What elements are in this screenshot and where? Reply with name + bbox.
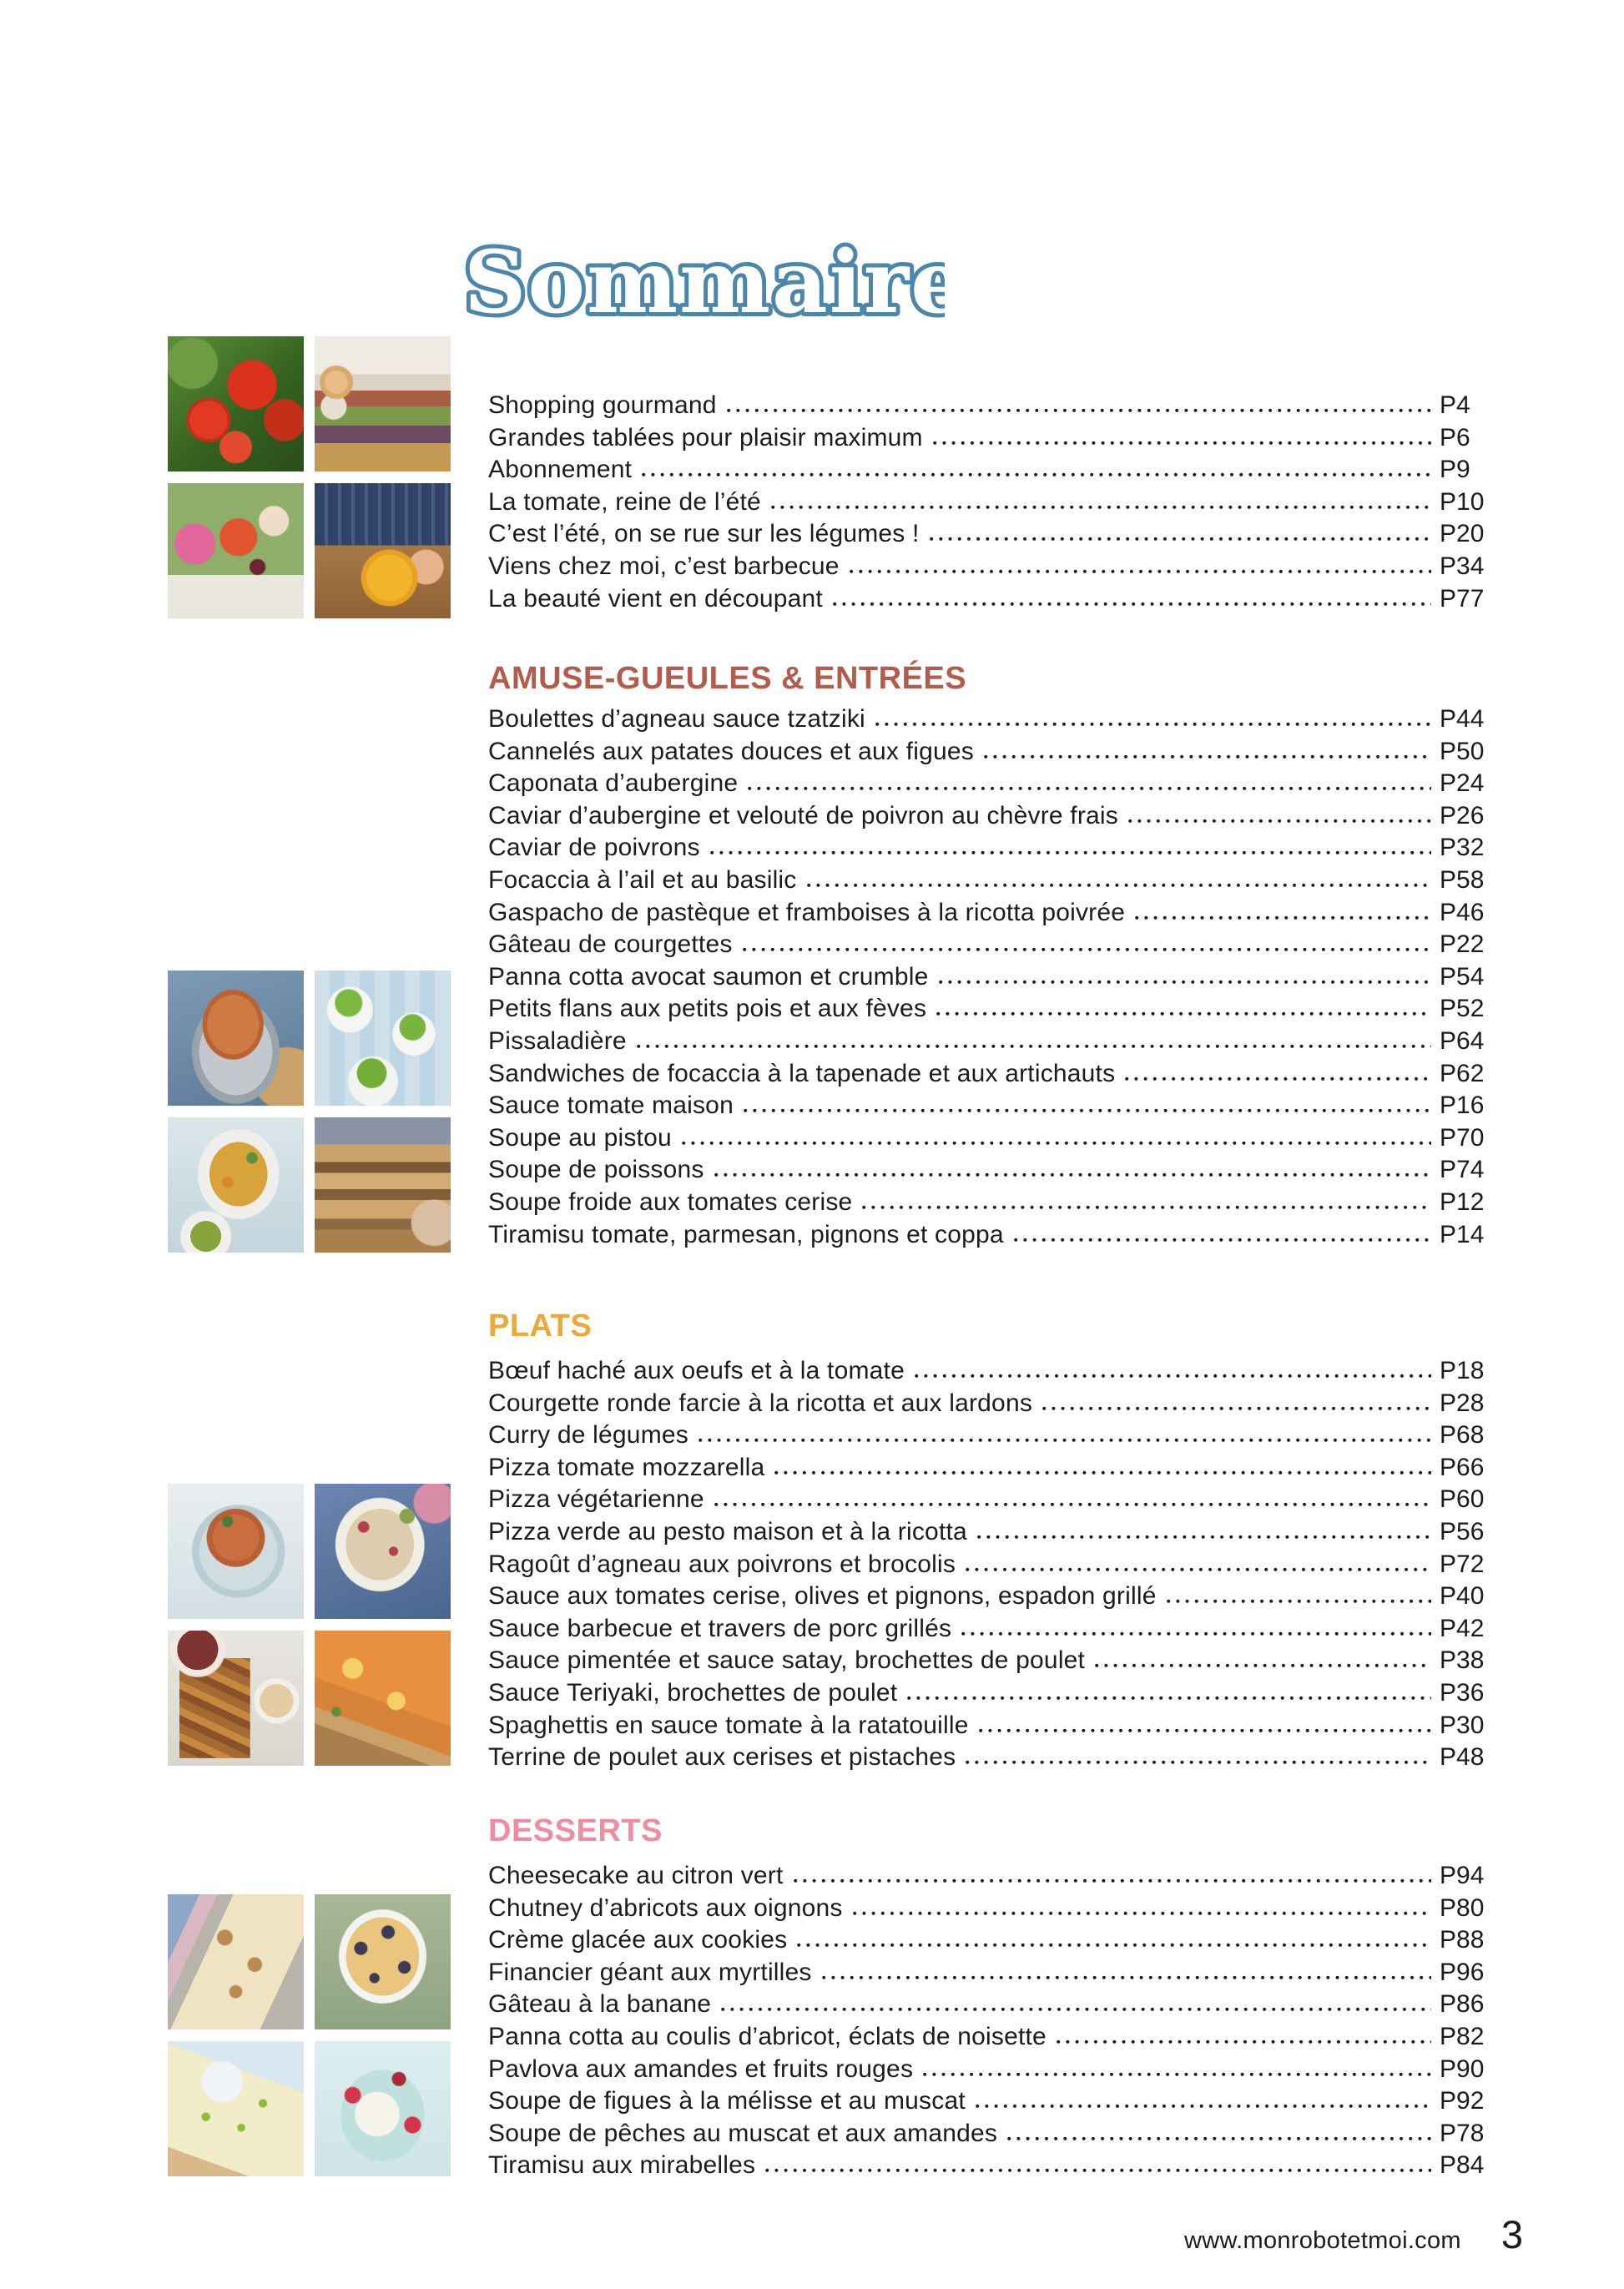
- toc-entry-title: Courgette ronde farcie à la ricotta et aux lardons: [488, 1389, 1033, 1417]
- dotted-leader: [1057, 2039, 1431, 2044]
- dotted-leader: [1095, 1662, 1431, 1668]
- page-number: 3: [1500, 2212, 1523, 2256]
- toc-entry-page: P56: [1440, 1517, 1485, 1545]
- toc-entry-title: Tiramisu tomate, parmesan, pignons et coppa: [488, 1220, 1004, 1248]
- toc-entry: [488, 1187, 1523, 1219]
- toc-entry-page: P74: [1440, 1156, 1485, 1184]
- toc-entry-title: Sauce aux tomates cerise, olives et pignons, espadon grillé: [488, 1582, 1157, 1611]
- toc-entry: [488, 2118, 1523, 2150]
- toc-entry-title: Soupe froide aux tomates cerise: [488, 1187, 853, 1216]
- toc-entry-title: Gaspacho de pastèque et framboises à la ricotta poivrée: [488, 898, 1126, 926]
- page-title-art: [461, 227, 945, 337]
- toc-entry-title: Caviar d’aubergine et velouté de poivron au chèvre frais: [488, 801, 1118, 829]
- toc-entry-page: P32: [1440, 834, 1485, 862]
- toc-entry-page: P96: [1440, 1958, 1485, 1986]
- toc-entry-title: Soupe au pistou: [488, 1123, 672, 1152]
- toc-entry-title: Focaccia à l’ail et au basilic: [488, 865, 797, 894]
- toc-entry: [488, 1581, 1523, 1613]
- photo-pizza-slices: [315, 1631, 451, 1766]
- toc-entry: [488, 1549, 1523, 1581]
- toc-entry-page: P18: [1440, 1357, 1485, 1384]
- toc-entry-title: La tomate, reine de l’été: [488, 487, 761, 516]
- dotted-leader: [1014, 1237, 1431, 1243]
- dotted-leader: [933, 440, 1431, 446]
- toc-entry: [488, 800, 1523, 833]
- dotted-leader: [875, 721, 1431, 727]
- toc-entry: [488, 2021, 1523, 2054]
- toc-entry: [488, 1154, 1523, 1187]
- toc-entry-title: Bœuf haché aux oeufs et à la tomate: [488, 1357, 905, 1384]
- photo-cluster-plats: [168, 1484, 451, 1767]
- dotted-leader: [765, 2167, 1431, 2173]
- toc-entry-page: P64: [1440, 1026, 1485, 1055]
- photo-focaccia-sandwich-stack: [315, 1117, 451, 1253]
- toc-entry: [488, 2150, 1523, 2182]
- toc-entry: [488, 993, 1523, 1026]
- toc-entry-title: Crème glacée aux cookies: [488, 1926, 788, 1954]
- toc-entry: [488, 551, 1523, 583]
- dotted-leader: [714, 1501, 1431, 1507]
- toc-entry-title: Boulettes d’agneau sauce tzatziki: [488, 705, 865, 733]
- toc-entry-page: P4: [1440, 391, 1470, 419]
- toc-entry-title: Pizza verde au pesto maison et à la ricotta: [488, 1517, 967, 1545]
- section-header-desserts: DESSERTS: [488, 1813, 663, 1848]
- dotted-leader: [966, 1759, 1431, 1765]
- section-header-plats: PLATS: [488, 1308, 593, 1344]
- toc-entry-page: P52: [1440, 995, 1485, 1023]
- dotted-leader: [1125, 1076, 1431, 1081]
- dotted-leader: [961, 1631, 1431, 1636]
- toc-entry-title: Pavlova aux amandes et fruits rouges: [488, 2055, 914, 2083]
- toc-entry-title: Gâteau de courgettes: [488, 930, 733, 959]
- toc-entry-page: P88: [1440, 1926, 1485, 1954]
- dotted-leader: [853, 1910, 1431, 1916]
- photo-blueberry-cake: [315, 1894, 451, 2029]
- toc-entry-title: Sauce pimentée et sauce satay, brochettes de poulet: [488, 1646, 1086, 1675]
- photo-market-vegetable-stall: [315, 336, 451, 471]
- toc-entry: [488, 1484, 1523, 1516]
- toc-entry-title: Viens chez moi, c’est barbecue: [488, 552, 840, 580]
- toc-entry: [488, 1058, 1523, 1091]
- dotted-leader: [915, 1373, 1431, 1379]
- dotted-leader: [1042, 1405, 1431, 1411]
- toc-desserts-list: [488, 1860, 1523, 2182]
- dotted-leader: [699, 1437, 1431, 1443]
- toc-entry-title: Curry de légumes: [488, 1421, 688, 1450]
- dotted-leader: [1007, 2135, 1431, 2141]
- page-footer: [488, 2211, 1523, 2257]
- toc-entry-title: Shopping gourmand: [488, 391, 717, 419]
- toc-entry-page: P92: [1440, 2087, 1485, 2115]
- toc-entry: [488, 961, 1523, 994]
- toc-entry-title: Grandes tablées pour plaisir maximum: [488, 423, 923, 451]
- toc-entry-title: Cannelés aux patates douces et aux figues: [488, 737, 974, 765]
- toc-entry: [488, 518, 1523, 551]
- toc-entry-title: C’est l’été, on se rue sur les légumes !: [488, 520, 920, 548]
- toc-entry: [488, 832, 1523, 865]
- toc-entry-page: P48: [1440, 1743, 1485, 1772]
- photo-tomatoes-on-vine: [168, 336, 304, 471]
- toc-entry-page: P58: [1440, 865, 1485, 894]
- toc-entry: [488, 703, 1523, 736]
- dotted-leader: [714, 1172, 1431, 1177]
- toc-entry-title: Caponata d’aubergine: [488, 769, 739, 798]
- toc-entry: [488, 1893, 1523, 1925]
- toc-entry-title: Sandwiches de focaccia à la tapenade et aux artichauts: [488, 1059, 1116, 1087]
- toc-entry-page: P70: [1440, 1123, 1485, 1152]
- photo-berry-pavlova: [315, 2041, 451, 2176]
- toc-intro-list: [488, 390, 1523, 615]
- toc-entry-title: Pizza tomate mozzarella: [488, 1453, 765, 1481]
- photo-friends-outdoor-table: [168, 483, 304, 618]
- toc-entry: [488, 487, 1523, 519]
- toc-entry: [488, 1026, 1523, 1058]
- toc-entry: [488, 1957, 1523, 1989]
- photo-cluster-desserts: [168, 1894, 451, 2177]
- toc-entry: [488, 454, 1523, 487]
- toc-entry-page: P30: [1440, 1711, 1485, 1739]
- toc-entry-title: Soupe de poissons: [488, 1156, 704, 1184]
- dotted-leader: [930, 536, 1431, 542]
- toc-entry-page: P16: [1440, 1092, 1485, 1120]
- toc-entry-page: P66: [1440, 1453, 1485, 1481]
- dotted-leader: [976, 2103, 1431, 2109]
- toc-entry-title: Pizza végétarienne: [488, 1485, 704, 1514]
- dotted-leader: [637, 1043, 1431, 1049]
- toc-entry-title: Chutney d’abricots aux oignons: [488, 1893, 843, 1922]
- page-title-text: Sommaire: [464, 232, 945, 333]
- dotted-leader: [1128, 818, 1431, 824]
- photo-lime-cheesecake: [168, 2041, 304, 2176]
- toc-entry-page: P14: [1440, 1220, 1485, 1248]
- toc-entry-page: P72: [1440, 1550, 1485, 1578]
- photo-spaghetti-bowl: [168, 1484, 304, 1619]
- toc-entry-page: P12: [1440, 1187, 1485, 1216]
- toc-entry-title: Soupe de pêches au muscat et aux amandes: [488, 2119, 998, 2147]
- dotted-leader: [743, 946, 1431, 952]
- toc-entry: [488, 897, 1523, 930]
- toc-entry: [488, 1613, 1523, 1646]
- toc-entry-page: P54: [1440, 962, 1485, 991]
- toc-entry-title: Ragoût d’agneau aux poivrons et brocolis: [488, 1550, 956, 1578]
- toc-entry: [488, 736, 1523, 769]
- toc-entry: [488, 1742, 1523, 1774]
- toc-entry-title: Gâteau à la banane: [488, 1990, 712, 2019]
- toc-entry-title: Sauce barbecue et travers de porc grillés: [488, 1614, 952, 1642]
- toc-entry: [488, 1388, 1523, 1420]
- dotted-leader: [939, 979, 1432, 985]
- toc-entry-page: P40: [1440, 1582, 1485, 1611]
- toc-entry-page: P9: [1440, 456, 1470, 484]
- photo-vegetable-soup: [168, 1117, 304, 1253]
- toc-entry-page: P86: [1440, 1990, 1485, 2019]
- toc-entry-page: P26: [1440, 801, 1485, 829]
- toc-entry-title: Panna cotta avocat saumon et crumble: [488, 962, 929, 991]
- toc-entry-page: P84: [1440, 2151, 1485, 2180]
- photo-chicken-skewers-sauces: [168, 1631, 304, 1766]
- dotted-leader: [936, 1011, 1431, 1016]
- toc-entry-page: P20: [1440, 520, 1485, 548]
- toc-entry-page: P80: [1440, 1893, 1485, 1922]
- toc-entry: [488, 2085, 1523, 2118]
- toc-entry-title: Spaghettis en sauce tomate à la ratatouille: [488, 1711, 969, 1739]
- dotted-leader: [1167, 1598, 1431, 1604]
- toc-entry-page: P62: [1440, 1059, 1485, 1087]
- dotted-leader: [1135, 915, 1431, 920]
- toc-entry-page: P38: [1440, 1646, 1485, 1675]
- toc-entry-title: Petits flans aux petits pois et aux fèves: [488, 995, 927, 1023]
- dotted-leader: [744, 1107, 1431, 1113]
- toc-entry-page: P68: [1440, 1421, 1485, 1450]
- toc-entry-page: P82: [1440, 2022, 1485, 2050]
- toc-entry-page: P10: [1440, 487, 1485, 516]
- dotted-leader: [984, 754, 1431, 759]
- toc-entry-page: P60: [1440, 1485, 1485, 1514]
- toc-plats-list: [488, 1355, 1523, 1774]
- dotted-leader: [682, 1140, 1431, 1146]
- toc-entry-page: P78: [1440, 2119, 1485, 2147]
- photo-red-pepper-dip: [168, 971, 304, 1106]
- toc-entry: [488, 929, 1523, 961]
- dotted-leader: [721, 2006, 1431, 2012]
- dotted-leader: [822, 1974, 1431, 1980]
- dotted-leader: [642, 471, 1431, 477]
- photo-cluster-intro: [168, 336, 451, 619]
- photo-cutting-mango: [315, 483, 451, 618]
- toc-entry: [488, 2054, 1523, 2086]
- dotted-leader: [771, 504, 1431, 510]
- toc-entry-page: P22: [1440, 930, 1485, 959]
- toc-entry-title: Panna cotta au coulis d’abricot, éclats de noisette: [488, 2022, 1047, 2050]
- toc-entry-page: P42: [1440, 1614, 1485, 1642]
- toc-entry: [488, 768, 1523, 800]
- dotted-leader: [710, 850, 1431, 855]
- photo-chicken-terrine: [315, 1484, 451, 1619]
- toc-entry-title: Pissaladière: [488, 1026, 627, 1055]
- dotted-leader: [748, 785, 1431, 791]
- toc-entry-page: P50: [1440, 737, 1485, 765]
- toc-entry-page: P94: [1440, 1862, 1485, 1889]
- toc-entry-title: Cheesecake au citron vert: [488, 1862, 784, 1889]
- toc-entry: [488, 1516, 1523, 1549]
- toc-entry-page: P77: [1440, 584, 1485, 613]
- dotted-leader: [923, 2071, 1431, 2077]
- toc-entry-title: Terrine de poulet aux cerises et pistaches: [488, 1743, 956, 1772]
- toc-entry-page: P6: [1440, 423, 1470, 451]
- toc-entry: [488, 1122, 1523, 1155]
- photo-pea-soup-cups: [315, 971, 451, 1106]
- toc-entry: [488, 1219, 1523, 1252]
- toc-entry-page: P34: [1440, 552, 1485, 580]
- toc-entry-title: La beauté vient en découpant: [488, 584, 823, 613]
- dotted-leader: [833, 601, 1431, 607]
- toc-entry-page: P90: [1440, 2055, 1485, 2083]
- toc-entry-page: P46: [1440, 898, 1485, 926]
- dotted-leader: [850, 568, 1431, 574]
- toc-entry-page: P44: [1440, 705, 1485, 733]
- toc-entry: [488, 1710, 1523, 1742]
- toc-entry: [488, 583, 1523, 616]
- website-url: www.monrobotetmoi.com: [1184, 2227, 1461, 2254]
- toc-entry: [488, 1645, 1523, 1677]
- toc-entry-page: P24: [1440, 769, 1485, 798]
- toc-entry: [488, 422, 1523, 455]
- dotted-leader: [862, 1204, 1431, 1210]
- photo-cookie-ice-cream-pan: [168, 1894, 304, 2029]
- toc-entry: [488, 390, 1523, 422]
- toc-entry-title: Abonnement: [488, 456, 633, 484]
- toc-entry: [488, 1860, 1523, 1893]
- toc-entry-title: Soupe de figues à la mélisse et au muscat: [488, 2087, 966, 2115]
- toc-entry-page: P28: [1440, 1389, 1485, 1417]
- dotted-leader: [727, 407, 1431, 413]
- toc-entry: [488, 1677, 1523, 1710]
- toc-entry-title: Caviar de poivrons: [488, 834, 700, 862]
- toc-entry-page: P36: [1440, 1678, 1485, 1707]
- dotted-leader: [907, 1695, 1431, 1701]
- toc-entry: [488, 1924, 1523, 1957]
- toc-entry: [488, 865, 1523, 897]
- section-header-entrees: AMUSE-GUEULES & ENTRÉES: [488, 661, 967, 696]
- toc-entrees-list: [488, 703, 1523, 1251]
- dotted-leader: [966, 1566, 1431, 1572]
- toc-entry: [488, 1452, 1523, 1485]
- photo-cluster-entrees: [168, 971, 451, 1253]
- toc-entry-title: Sauce Teriyaki, brochettes de poulet: [488, 1678, 898, 1707]
- dotted-leader: [977, 1534, 1431, 1540]
- dotted-leader: [807, 882, 1431, 888]
- toc-entry: [488, 1090, 1523, 1122]
- toc-entry-title: Sauce tomate maison: [488, 1092, 734, 1120]
- dotted-leader: [794, 1878, 1431, 1883]
- toc-entry-title: Tiramisu aux mirabelles: [488, 2151, 756, 2180]
- toc-entry: [488, 1989, 1523, 2021]
- dotted-leader: [979, 1727, 1431, 1733]
- toc-entry: [488, 1355, 1523, 1388]
- dotted-leader: [774, 1470, 1431, 1475]
- dotted-leader: [797, 1942, 1431, 1948]
- toc-entry-title: Financier géant aux myrtilles: [488, 1958, 812, 1986]
- page-title: [461, 227, 945, 341]
- toc-entry: [488, 1419, 1523, 1452]
